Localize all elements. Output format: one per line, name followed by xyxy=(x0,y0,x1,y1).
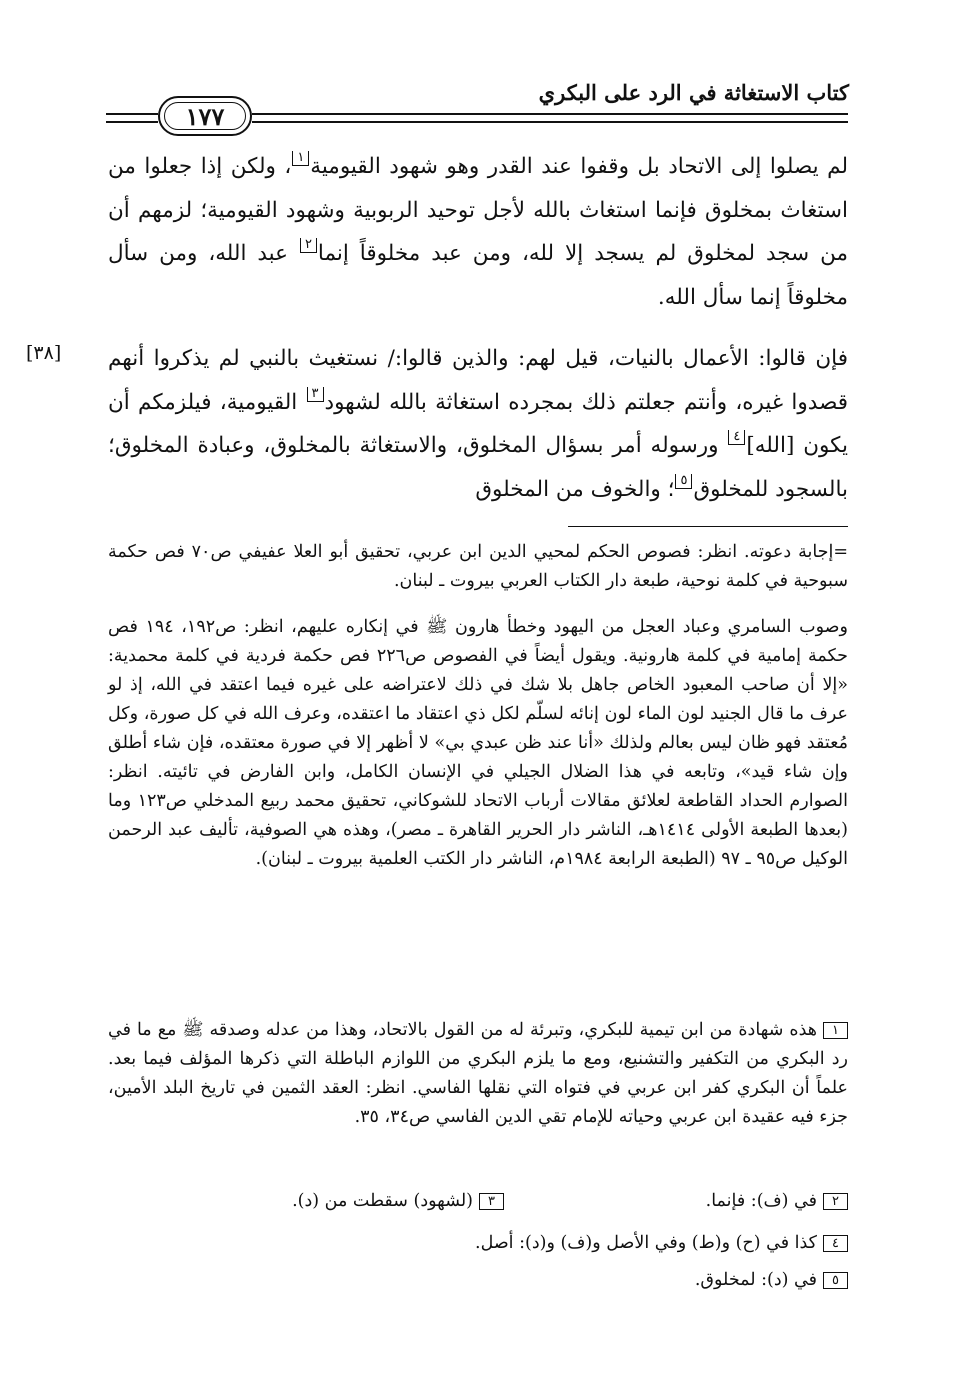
footnote-3-text: (لشهود) سقطت من (د). xyxy=(292,1191,474,1211)
footnote-4-text: كذا في (ح) و(ط) وفي الأصل و(ف) و(د): أصل. xyxy=(475,1233,818,1253)
footnote-5-text: في (د): لمخلوق. xyxy=(694,1270,818,1290)
header-rule-right xyxy=(252,113,848,123)
footnote-ref-5[interactable]: ٥ xyxy=(675,474,692,489)
paragraph-2 xyxy=(108,337,848,511)
footnote-ref-2[interactable]: ٢ xyxy=(300,238,317,253)
footnote-5 xyxy=(695,1266,848,1295)
footnote-4-number: ٤ xyxy=(823,1235,848,1252)
manuscript-folio-marker: [٣٨] xyxy=(26,342,62,364)
footnote-1-number: ١ xyxy=(823,1022,848,1039)
footnote-2-number: ٢ xyxy=(823,1193,848,1210)
footnote-3-number: ٣ xyxy=(479,1193,504,1210)
footnote-2-text: في (ف): فإنما. xyxy=(705,1191,818,1211)
footnote-ref-1[interactable]: ١ xyxy=(292,151,309,166)
paragraph-2-text-d: ؛ والخوف من المخلوق xyxy=(475,476,675,502)
header-rule-left xyxy=(106,113,158,123)
page-number: ١٧٧ xyxy=(158,96,252,136)
footnote-continued-b: وصوب السامري وعباد العجل من اليهود وخطأ هارون ﷺ في إنكاره عليهم، انظر: ص١٩٢، ١٩٤ فص حكمة إمامية في كلمة هارونية. ويقول أيضاً في الفصوص ص٢٢٦ فص حكمة فردية في كلمة محمدية: «إلا أن صاحب المعبود الخاص جاهل بلا شك في ذلك لاعتراضه على غيره فيما اعتقد في الله، إذ لو عرف ما قال الجنيد لون الماء لون إنائه لسلّم لكل ذي اعتقاد ما اعتقده، وعرف الله في كل صورة، وكل مُعتقد فهو ظان ليس بعالم ولذلك «أنا عند ظن عبدي بي» لا أظهر إلا في صورة معتقده، فإن شاء أطلق وإن شاء قيد»، وتابعه في هذا الضلال الجيلي في الإنسان الكامل، وابن الفارض في تائيته. انظر: الصوارم الحداد القاطعة لعلائق مقالات أرباب الاتحاد للشوكاني، تحقيق محمد ربيع المدخلي ص١٢٣ وما (بعدها الطبعة الأولى ١٤١٤هـ، الناشر دار الحرير القاهرة ـ مصر)، وهذه هي الصوفية، تأليف عبد الرحمن الوكيل ص٩٥ ـ ٩٧ (الطبعة الرابعة ١٩٨٤م، الناشر دار الكتب العلمية بيروت ـ لبنان). xyxy=(108,617,848,869)
footnote-5-number: ٥ xyxy=(823,1272,848,1289)
footnote-continued-a: =إجابة دعوته. انظر: فصوص الحكم لمحيي الدين ابن عربي، تحقيق أبو العلا عفيفي ص٧٠ فص حكمة سبوحية في كلمة نوحية، طبعة دار الكتاب العربي بيروت ـ لبنان. xyxy=(108,542,848,591)
footnote-1-text: هذه شهادة من ابن تيمية للبكري، وتبرئة له من القول بالاتحاد، وهذا من عدله وصدقه ﷺ مع ما في رد البكري من التكفير والتشنيع، ومع ما يلزم البكري من اللوازم الباطلة التي ذكرها المؤلف فيما بعد. علماً أن البكري كفر ابن عربي في فتواه التي نقلها الفاسي. انظر: العقد الثمين في تاريخ البلد الأمين، جزء فيه عقيدة ابن عربي وحياته للإمام تقي الدين الفاسي ص٣٤، ٣٥. xyxy=(108,1020,848,1127)
paragraph-1-text-b: ، ولكن إذا جعلوا من استغاث بمخلوق فإنما استغاث بالله لأجل توحيد الربوبية وشهود القيومية؛ لزمهم أن من سجد لمخلوق لم يسجد إلا لله، ومن عبد مخلوقاً إنما xyxy=(108,154,848,266)
paragraph-2-text-b: القيومية، فيلزمكم أن يكون [الله] xyxy=(108,389,848,458)
paragraph-2-text-c: ورسوله أمر بسؤال المخلوق، والاستغاثة بالمخلوق، وعبادة المخلوق؛ بالسجود للمخلوق xyxy=(108,433,848,502)
paragraph-2-text-a: فإن قالوا: الأعمال بالنيات، قيل لهم: والذين قالوا:/ نستغيث بالنبي لم يذكروا أنهم قصدوا غيره، وأنتم جعلتم ذلك بمجرده استغاثة بالله لشهود xyxy=(108,346,848,415)
footnote-separator xyxy=(568,526,848,527)
footnote-1 xyxy=(108,1016,848,1132)
footnote-4 xyxy=(475,1229,848,1258)
footnote-3 xyxy=(292,1187,504,1216)
footnote-2 xyxy=(706,1187,848,1216)
footnote-ref-3[interactable]: ٣ xyxy=(307,387,324,402)
running-header-title: كتاب الاستغاثة في الرد على البكري xyxy=(538,80,849,105)
paragraph-1-text-c: عبد الله، ومن سأل مخلوقاً إنما سأل الله. xyxy=(108,241,848,310)
paragraph-1-text-a: لم يصلوا إلى الاتحاد بل وقفوا عند القدر وهو شهود القيومية xyxy=(310,154,848,179)
paragraph-1 xyxy=(108,145,848,319)
footnote-ref-4[interactable]: ٤ xyxy=(728,430,745,445)
